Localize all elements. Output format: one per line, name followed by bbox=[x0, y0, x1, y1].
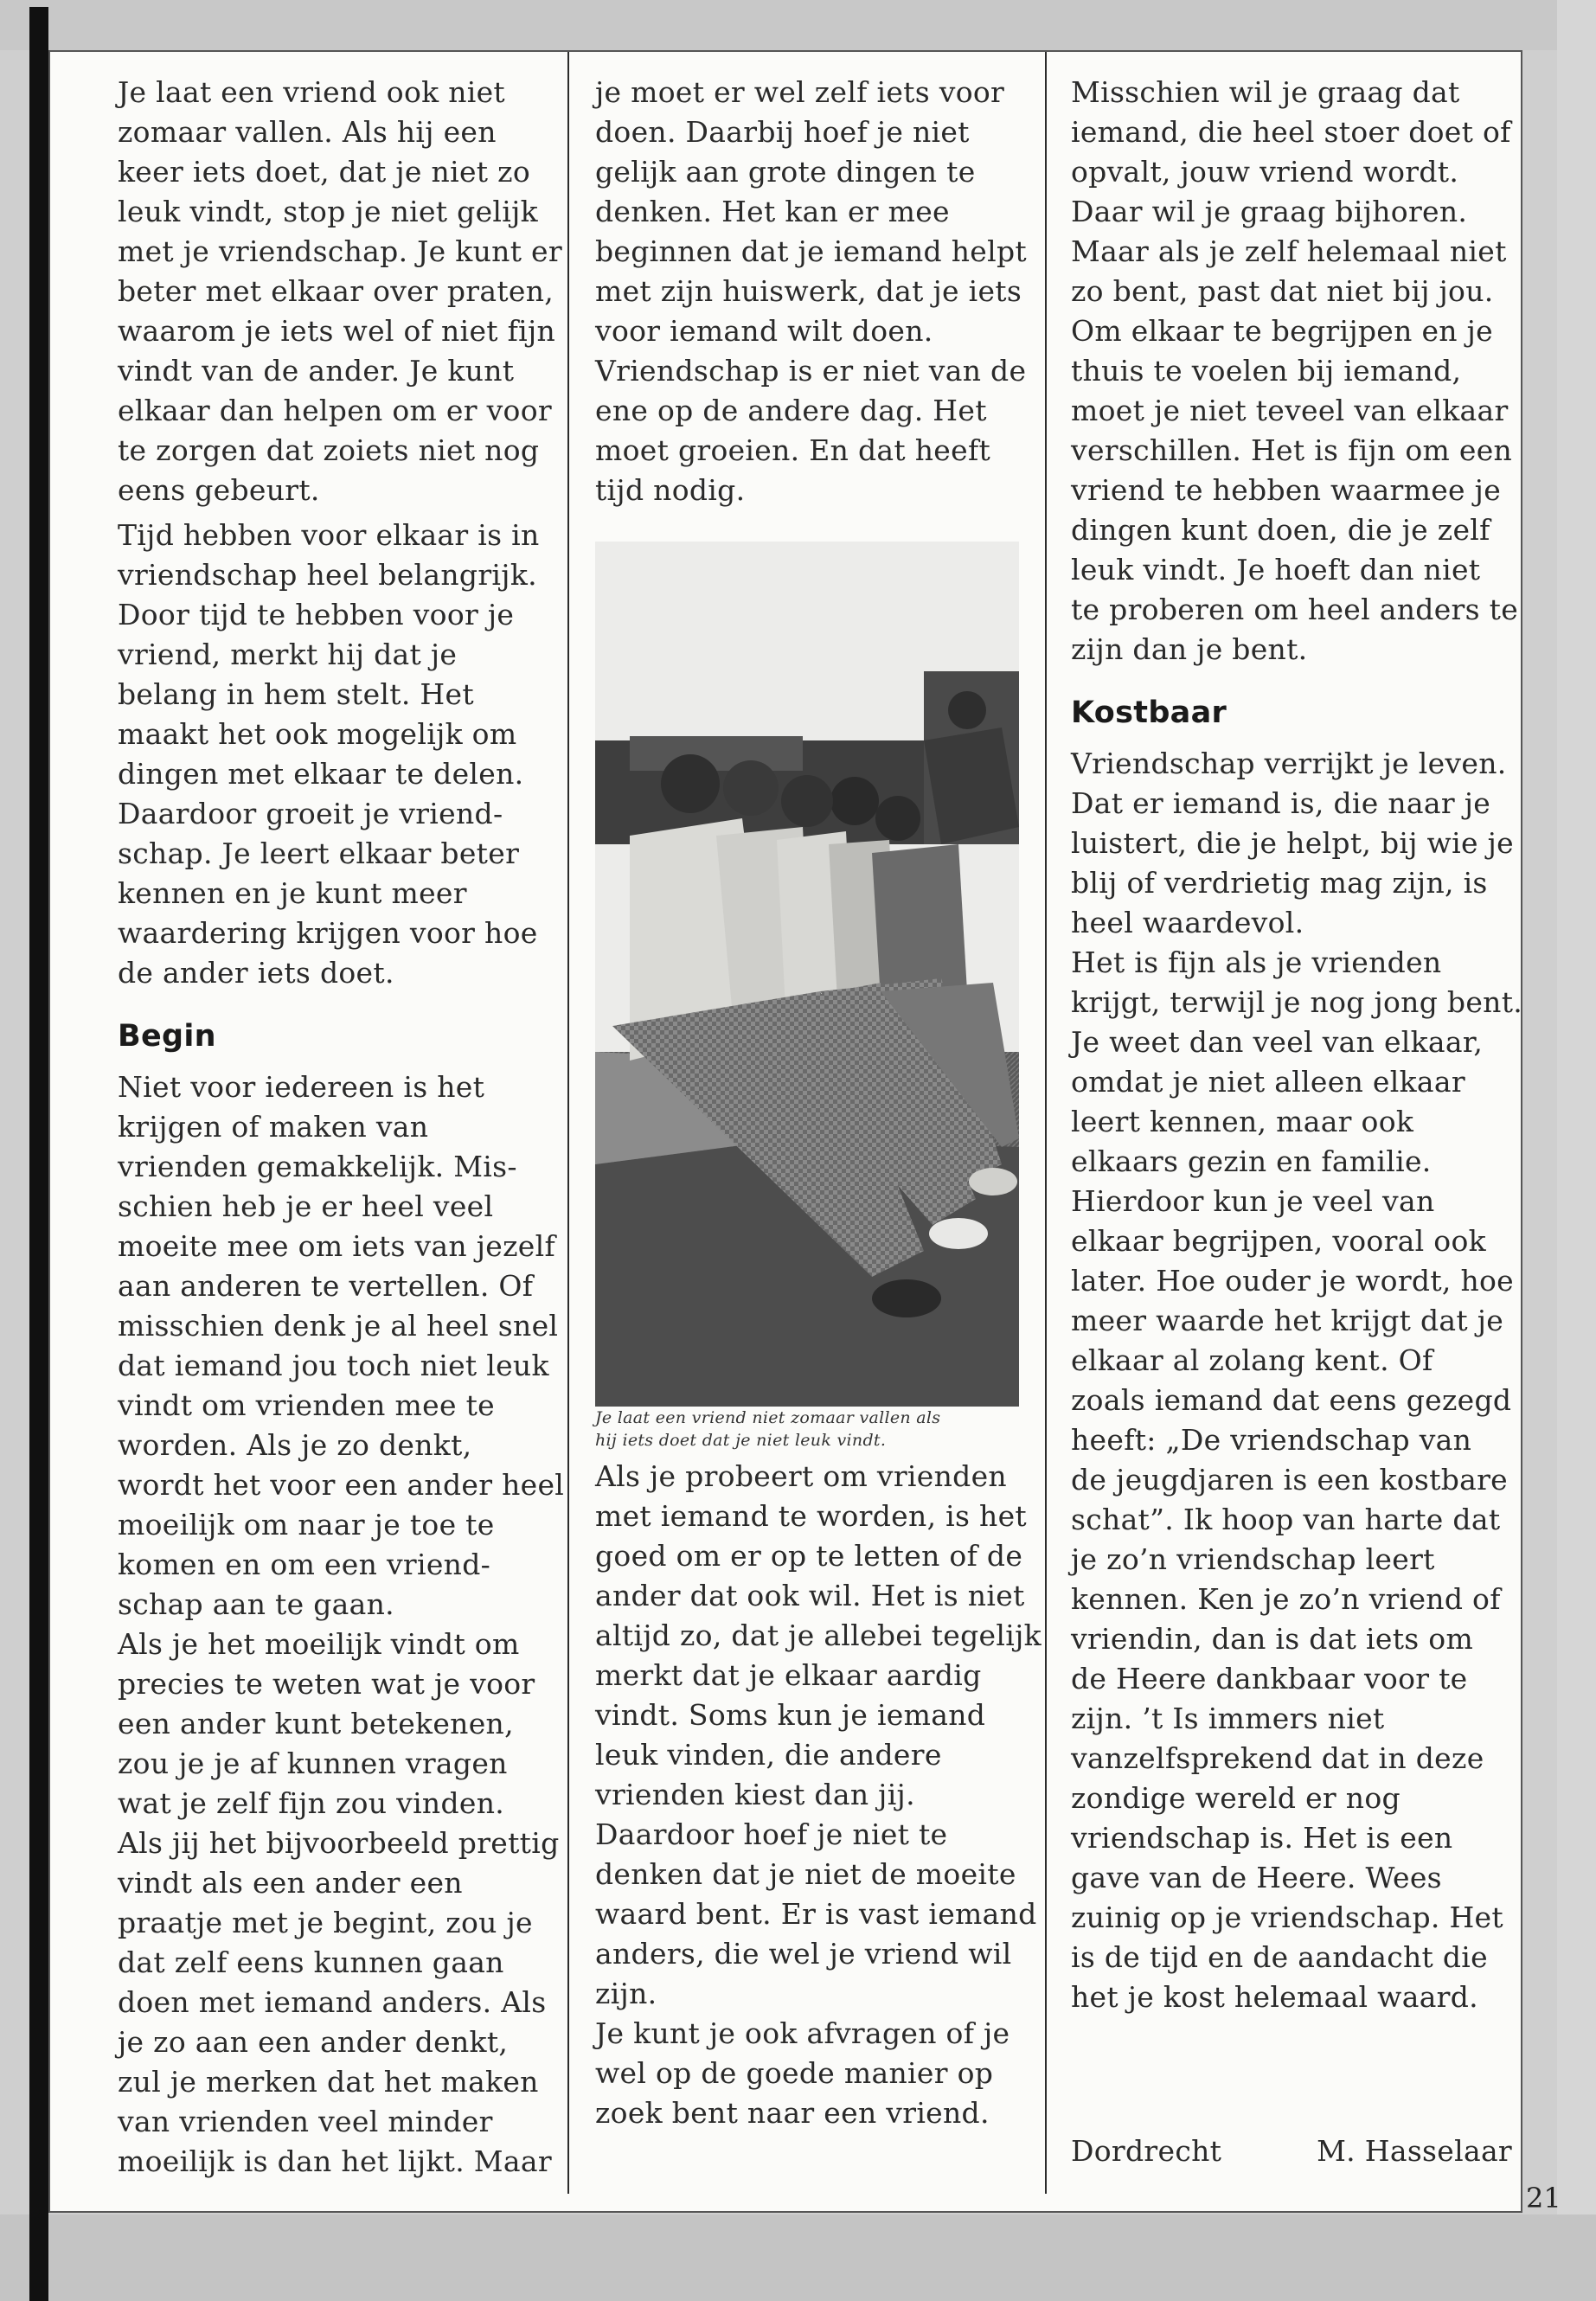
section-heading-begin: Begin bbox=[118, 1019, 216, 1054]
magazine-page bbox=[48, 50, 1522, 2213]
page-number: 21 bbox=[1526, 2182, 1561, 2214]
body-paragraph: je moet er wel zelf iets voor doen. Daarbij hoef je niet gelijk aan grote dingen te denken. Het kan er mee beginnen dat je iemand helpt met zijn huiswerk, dat je iets voor iemand wilt doen. Vriendschap is er niet van de ene op de andere dag. Het moet groeien. En dat heeft tijd nodig. bbox=[595, 75, 1027, 507]
body-paragraph: Als je probeert om vrienden met iemand te worden, is het goed om er op te letten of de ander dat ook wil. Het is niet altijd zo, dat je allebei tegelijk merkt dat je elkaar aardig vindt. Soms kun je iemand leuk vinden, die andere vrienden kiest dan jij. Daardoor hoef je niet te denken dat je niet de moeite waard bent. Er is vast iemand anders, die wel je vriend wil zijn. Je kunt je ook afvragen of je wel op de goede manier op zoek bent naar een vriend. bbox=[595, 1459, 1042, 2130]
page-binding-edge bbox=[29, 7, 48, 2301]
signature-author: M. Hasselaar bbox=[1317, 2134, 1512, 2168]
photo-boys-sitting-on-wall bbox=[595, 542, 1019, 1407]
photo-caption: Je laat een vriend niet zomaar vallen als hij iets doet dat je niet leuk vindt. bbox=[595, 1408, 941, 1450]
scan-margin-bottom bbox=[0, 2214, 1596, 2301]
body-paragraph: Je laat een vriend ook niet zomaar vallen. Als hij een keer iets doet, dat je niet zo leuk vindt, stop je niet gelijk met je vriendschap. Je kunt er beter met elkaar over praten, waarom je iets wel of niet fijn vindt van de ander. Je kunt elkaar dan helpen om er voor te zorgen dat zoiets niet nog eens gebeurt. bbox=[118, 75, 562, 507]
column-2 bbox=[595, 73, 1062, 2192]
scan-margin-top bbox=[0, 0, 1596, 50]
body-paragraph: Misschien wil je graag dat iemand, die heel stoer doet of opvalt, jouw vriend wordt. Daar wil je graag bijhoren. Maar als je zelf helemaal niet zo bent, past dat niet bij jou. Om elkaar te begrijpen en je thuis te voelen bij iemand, moet je niet teveel van elkaar verschillen. Het is fijn om een vriend te hebben waarmee je dingen kunt doen, die je zelf leuk vindt. Je hoeft dan niet te proberen om heel anders te zijn dan je bent. bbox=[1071, 75, 1519, 666]
body-paragraph: Tijd hebben voor elkaar is in vriendschap heel belangrijk. Door tijd te hebben voor je vriend, merkt hij dat je belang in hem stelt. Het maakt het ook mogelijk om dingen met elkaar te delen. Daardoor groeit je vriend- schap. Je leert elkaar beter kennen en je kunt meer waardering krijgen voor hoe de ander iets doet. bbox=[118, 518, 540, 990]
column-1 bbox=[118, 73, 602, 2192]
signature-place: Dordrecht bbox=[1071, 2134, 1222, 2168]
body-paragraph: Vriendschap verrijkt je leven. Dat er iemand is, die naar je luistert, die je helpt, bij wie je blij of verdrietig mag zijn, is heel waardevol. Het is fijn als je vrienden krijgt, terwijl je nog jong bent. Je weet dan veel van elkaar, omdat je niet alleen elkaar leert kennen, maar ook elkaars gezin en familie. Hierdoor kun je veel van elkaar begrijpen, vooral ook later. Hoe ouder je wordt, hoe meer waarde het krijgt dat je elkaar al zolang kent. Of zoals iemand dat eens gezegd heeft: „De vriendschap van de jeugdjaren is een kostbare schat”. Ik hoop van harte dat je zo’n vriendschap leert kennen. Ken je zo’n vriend of vriendin, dan is dat iets om de Heere dankbaar voor te zijn. ’t Is immers niet vanzelfsprekend dat in deze zondige wereld er nog vriendschap is. Het is een gave van de Heere. Wees zuinig op je vriendschap. Het is de tijd en de aandacht die het je kost helemaal waard. bbox=[1071, 747, 1523, 2014]
body-paragraph: Niet voor iedereen is het krijgen of maken van vrienden gemakkelijk. Mis- schien heb je er heel veel moeite mee om iets van jezelf aan anderen te vertellen. Of misschien denk je al heel snel dat iemand jou toch niet leuk vindt om vrienden mee te worden. Als je zo denkt, wordt het voor een ander heel moeilijk om naar je toe te komen en om een vriend- schap aan te gaan. Als je het moeilijk vindt om precies te weten wat je voor een ander kunt betekenen, zou je je af kunnen vragen wat je zelf fijn zou vinden. Als jij het bijvoorbeeld prettig vindt als een ander een praatje met je begint, zou je dat zelf eens kunnen gaan doen met iemand anders. Als je zo aan een ander denkt, zul je merken dat het maken van vrienden veel minder moeilijk is dan het lijkt. Maar bbox=[118, 1070, 565, 2178]
scan-margin-right bbox=[1557, 0, 1596, 2301]
section-heading-kostbaar: Kostbaar bbox=[1071, 695, 1227, 730]
column-3 bbox=[1071, 73, 1555, 2192]
